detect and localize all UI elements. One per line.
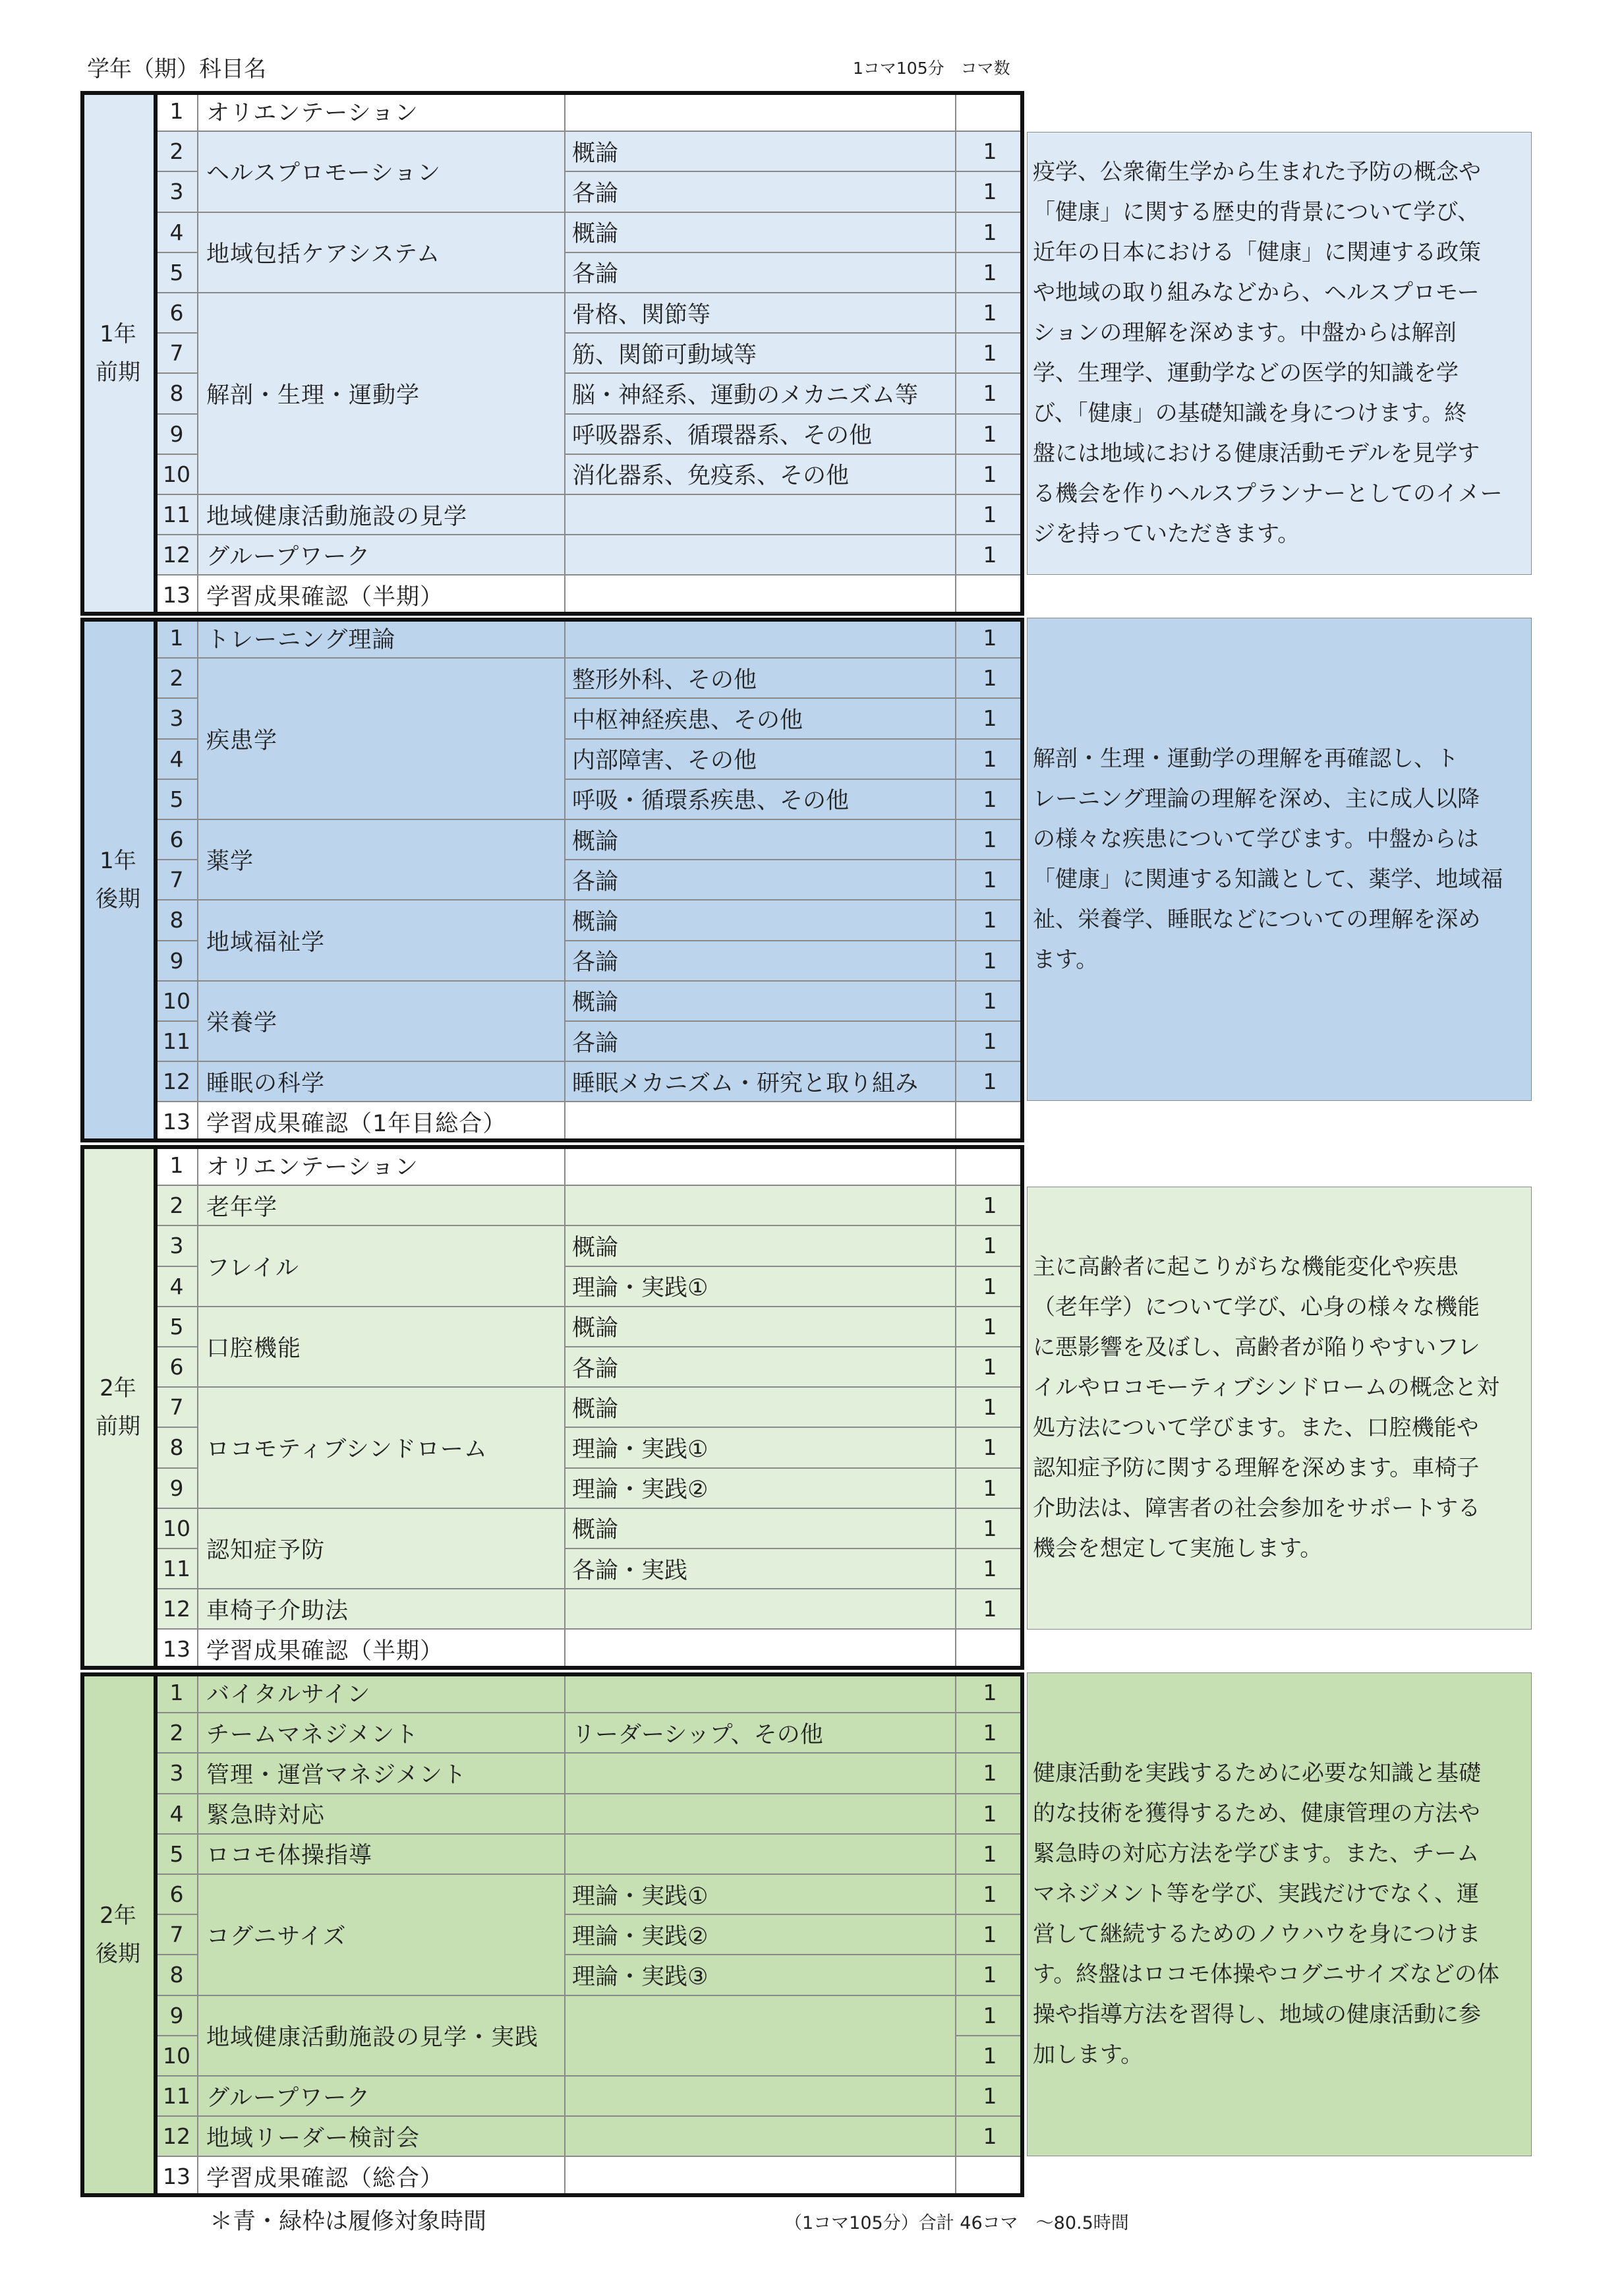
topic-detail: 睡眠メカニズム・研究と取り組み <box>565 1061 956 1102</box>
topic-detail: 理論・実践② <box>565 1468 956 1508</box>
row-number: 3 <box>156 171 198 212</box>
description-line: 疫学、公衆衛生学から生まれた予防の概念や <box>1033 159 1481 185</box>
koma-count: 1 <box>956 1834 1024 1874</box>
term-column-divider <box>154 91 158 616</box>
row-number: 4 <box>156 212 198 252</box>
topic-detail: 骨格、関節等 <box>565 293 956 333</box>
topic-detail: 理論・実践① <box>565 1266 956 1307</box>
row-number: 6 <box>156 819 198 860</box>
description-line: 主に高齢者に起こりがちな機能変化や疾患 <box>1033 1254 1459 1280</box>
subject-name: 学習成果確認（半期） <box>198 575 565 615</box>
description-line: ションの理解を深めます。中盤からは解剖 <box>1033 320 1457 346</box>
topic-detail <box>565 1672 956 1713</box>
topic-detail: 各論 <box>565 171 956 212</box>
description-line: 介助法は、障害者の社会参加をサポートする <box>1033 1495 1480 1521</box>
subject-name: 地域福祉学 <box>198 900 565 980</box>
subject-name: 栄養学 <box>198 981 565 1061</box>
koma-count: 1 <box>956 293 1024 333</box>
koma-count <box>956 575 1024 615</box>
topic-detail: 各論 <box>565 1347 956 1387</box>
subject-name: トレーニング理論 <box>198 618 565 658</box>
row-number: 8 <box>156 1427 198 1467</box>
description-line: 近年の日本における「健康」に関連する政策 <box>1033 239 1481 266</box>
description-line: レーニング理論の理解を深め、主に成人以降 <box>1033 785 1480 812</box>
description-line: 健康活動を実践するために必要な知識と基礎 <box>1033 1760 1481 1786</box>
description-line: ます。 <box>1033 946 1099 973</box>
koma-count: 1 <box>956 373 1024 413</box>
row-number: 7 <box>156 333 198 373</box>
subject-name: 地域健康活動施設の見学・実践 <box>198 1995 565 2076</box>
koma-count: 1 <box>956 941 1024 981</box>
koma-count <box>956 91 1024 131</box>
row-number: 4 <box>156 1794 198 1834</box>
subject-name: 老年学 <box>198 1185 565 1225</box>
term-column-divider <box>154 618 158 1142</box>
topic-detail <box>565 575 956 615</box>
koma-count: 1 <box>956 1427 1024 1467</box>
koma-count: 1 <box>956 171 1024 212</box>
row-number: 8 <box>156 373 198 413</box>
row-number: 11 <box>156 494 198 535</box>
row-number: 2 <box>156 131 198 171</box>
header-period-note: 1コマ105分 コマ数 <box>853 59 1010 78</box>
topic-detail <box>565 2156 956 2197</box>
subject-name: グループワーク <box>198 2076 565 2116</box>
row-number: 11 <box>156 2076 198 2116</box>
term-label: 1年 後期 <box>80 618 156 1142</box>
row-number: 10 <box>156 981 198 1021</box>
row-number: 13 <box>156 1102 198 1142</box>
koma-count: 1 <box>956 1753 1024 1793</box>
koma-count <box>956 1102 1024 1142</box>
row-number: 9 <box>156 1468 198 1508</box>
topic-detail: 理論・実践① <box>565 1874 956 1914</box>
koma-count: 1 <box>956 1672 1024 1713</box>
koma-count <box>956 1629 1024 1669</box>
subject-name: オリエンテーション <box>198 91 565 131</box>
koma-count: 1 <box>956 1874 1024 1914</box>
row-number: 6 <box>156 293 198 333</box>
topic-detail: 消化器系、免疫系、その他 <box>565 454 956 494</box>
description-line: 「健康」に関する歴史的背景について学び、 <box>1033 199 1480 225</box>
topic-detail: 各論 <box>565 941 956 981</box>
row-number: 1 <box>156 618 198 658</box>
topic-detail: 筋、関節可動域等 <box>565 333 956 373</box>
row-number: 4 <box>156 1266 198 1307</box>
koma-count: 1 <box>956 1347 1024 1387</box>
row-number: 7 <box>156 1914 198 1955</box>
koma-count: 1 <box>956 1955 1024 1995</box>
description-line: 学、生理学、運動学などの医学的知識を学 <box>1033 360 1459 386</box>
row-number: 10 <box>156 2036 198 2076</box>
row-number: 7 <box>156 1387 198 1427</box>
topic-detail: 理論・実践② <box>565 1914 956 1955</box>
description-line: 祉、栄養学、睡眠などについての理解を深め <box>1033 906 1481 933</box>
subject-name: グループワーク <box>198 535 565 575</box>
koma-count: 1 <box>956 252 1024 293</box>
subject-name: ロコモ体操指導 <box>198 1834 565 1874</box>
koma-count: 1 <box>956 618 1024 658</box>
topic-detail: 各論 <box>565 860 956 900</box>
koma-count: 1 <box>956 535 1024 575</box>
koma-count: 1 <box>956 1266 1024 1307</box>
subject-name: オリエンテーション <box>198 1145 565 1185</box>
row-number: 13 <box>156 575 198 615</box>
row-number: 2 <box>156 658 198 698</box>
description-text <box>1033 1754 1499 2075</box>
topic-detail <box>565 1629 956 1669</box>
koma-count: 1 <box>956 1995 1024 2036</box>
koma-count <box>956 1145 1024 1185</box>
subject-name: チームマネジメント <box>198 1713 565 1753</box>
header-subject-title: 学年（期）科目名 <box>87 56 266 82</box>
row-number: 5 <box>156 779 198 819</box>
koma-count: 1 <box>956 131 1024 171</box>
description-text <box>1033 739 1503 980</box>
subject-name: ロコモティブシンドローム <box>198 1387 565 1508</box>
row-number: 9 <box>156 941 198 981</box>
description-line: 認知症予防に関する理解を深めます。車椅子 <box>1033 1455 1480 1481</box>
description-line: に悪影響を及ぼし、高齢者が陥りやすいフレ <box>1033 1334 1480 1361</box>
topic-detail: 整形外科、その他 <box>565 658 956 698</box>
topic-detail: 概論 <box>565 1225 956 1266</box>
description-line: 加します。 <box>1033 2042 1144 2068</box>
row-number: 13 <box>156 1629 198 1669</box>
row-number: 6 <box>156 1874 198 1914</box>
topic-detail: 概論 <box>565 900 956 940</box>
row-number: 13 <box>156 2156 198 2197</box>
koma-count: 1 <box>956 1548 1024 1589</box>
topic-detail <box>565 618 956 658</box>
koma-count: 1 <box>956 900 1024 940</box>
row-number: 5 <box>156 1307 198 1347</box>
subject-name: 口腔機能 <box>198 1307 565 1387</box>
koma-count: 1 <box>956 1508 1024 1548</box>
row-number: 5 <box>156 1834 198 1874</box>
subject-name: 解剖・生理・運動学 <box>198 293 565 494</box>
topic-detail <box>565 1794 956 1834</box>
topic-detail <box>565 1102 956 1142</box>
topic-detail: 概論 <box>565 1307 956 1347</box>
row-number: 6 <box>156 1347 198 1387</box>
topic-detail: 呼吸器系、循環器系、その他 <box>565 414 956 454</box>
total-hours: （1コマ105分）合計 46コマ ～80.5時間 <box>784 2213 1129 2233</box>
description-text <box>1033 1247 1499 1569</box>
row-number: 12 <box>156 1061 198 1102</box>
row-number: 3 <box>156 698 198 738</box>
row-number: 12 <box>156 2116 198 2156</box>
topic-detail: 概論 <box>565 212 956 252</box>
subject-name: 認知症予防 <box>198 1508 565 1589</box>
subject-name: ヘルスプロモーション <box>198 131 565 212</box>
term-description <box>1027 1672 1532 2156</box>
koma-count: 1 <box>956 739 1024 779</box>
row-number: 12 <box>156 1589 198 1629</box>
row-number: 8 <box>156 900 198 940</box>
koma-count: 1 <box>956 1914 1024 1955</box>
description-line: マネジメント等を学び、実践だけでなく、運 <box>1033 1881 1479 1907</box>
topic-detail: 概論 <box>565 1508 956 1548</box>
row-number: 11 <box>156 1548 198 1589</box>
term-column-divider <box>154 1672 158 2197</box>
row-number: 11 <box>156 1021 198 1061</box>
description-line: や地域の取り組みなどから、ヘルスプロモー <box>1033 280 1480 306</box>
row-number: 12 <box>156 535 198 575</box>
description-line: る機会を作りヘルスプランナーとしてのイメー <box>1033 481 1503 507</box>
subject-name: 地域健康活動施設の見学 <box>198 494 565 535</box>
term-description <box>1027 132 1532 575</box>
row-number: 10 <box>156 1508 198 1548</box>
row-number: 8 <box>156 1955 198 1995</box>
row-number: 1 <box>156 1672 198 1713</box>
topic-detail <box>565 1185 956 1225</box>
description-line: 的な技術を獲得するため、健康管理の方法や <box>1033 1800 1480 1827</box>
term-label: 2年 後期 <box>80 1672 156 2197</box>
koma-count: 1 <box>956 1061 1024 1102</box>
row-number: 3 <box>156 1225 198 1266</box>
subject-name: 薬学 <box>198 819 565 900</box>
subject-name: 疾患学 <box>198 658 565 819</box>
koma-count: 1 <box>956 1021 1024 1061</box>
topic-detail: リーダーシップ、その他 <box>565 1713 956 1753</box>
subject-name: 地域リーダー検討会 <box>198 2116 565 2156</box>
subject-name: 学習成果確認（総合） <box>198 2156 565 2197</box>
term-label: 1年 前期 <box>80 91 156 616</box>
koma-count: 1 <box>956 2036 1024 2076</box>
description-line: 緊急時の対応方法を学びます。また、チーム <box>1033 1841 1480 1867</box>
row-number: 3 <box>156 1753 198 1793</box>
subject-name: バイタルサイン <box>198 1672 565 1713</box>
koma-count: 1 <box>956 454 1024 494</box>
row-number: 5 <box>156 252 198 293</box>
topic-detail: 理論・実践③ <box>565 1955 956 1995</box>
topic-detail: 概論 <box>565 819 956 860</box>
description-line: 操や指導方法を習得し、地域の健康活動に参 <box>1033 2001 1481 2028</box>
topic-detail <box>565 1995 956 2076</box>
topic-detail: 脳・神経系、運動のメカニズム等 <box>565 373 956 413</box>
koma-count: 1 <box>956 1713 1024 1753</box>
koma-count: 1 <box>956 981 1024 1021</box>
term-label: 2年 前期 <box>80 1145 156 1670</box>
topic-detail <box>565 91 956 131</box>
description-text <box>1033 152 1503 554</box>
topic-detail <box>565 1753 956 1793</box>
description-line: 解剖・生理・運動学の理解を再確認し、ト <box>1033 745 1459 772</box>
koma-count: 1 <box>956 1225 1024 1266</box>
topic-detail: 概論 <box>565 1387 956 1427</box>
description-line: 「健康」に関連する知識として、薬学、地域福 <box>1033 866 1503 893</box>
topic-detail: 理論・実践① <box>565 1427 956 1467</box>
koma-count: 1 <box>956 494 1024 535</box>
row-number: 1 <box>156 91 198 131</box>
subject-name: コグニサイズ <box>198 1874 565 1995</box>
subject-name: 車椅子介助法 <box>198 1589 565 1629</box>
topic-detail <box>565 2076 956 2116</box>
description-line: の様々な疾患について学びます。中盤からは <box>1033 825 1479 852</box>
topic-detail: 呼吸・循環系疾患、その他 <box>565 779 956 819</box>
row-number: 2 <box>156 1713 198 1753</box>
description-line: 営して継続するためのノウハウを身につけま <box>1033 1921 1481 1947</box>
description-line: び、「健康」の基礎知識を身につけます。終 <box>1033 400 1467 427</box>
topic-detail <box>565 1834 956 1874</box>
description-line: 処方法について学びます。また、口腔機能や <box>1033 1415 1479 1441</box>
koma-count: 1 <box>956 1589 1024 1629</box>
topic-detail: 概論 <box>565 131 956 171</box>
row-number: 7 <box>156 860 198 900</box>
subject-name: フレイル <box>198 1225 565 1306</box>
topic-detail <box>565 535 956 575</box>
koma-count: 1 <box>956 860 1024 900</box>
koma-count: 1 <box>956 2076 1024 2116</box>
term-description <box>1027 1187 1532 1630</box>
koma-count: 1 <box>956 1387 1024 1427</box>
description-line: 盤には地域における健康活動モデルを見学す <box>1033 440 1480 467</box>
topic-detail: 各論 <box>565 1021 956 1061</box>
koma-count: 1 <box>956 658 1024 698</box>
koma-count: 1 <box>956 819 1024 860</box>
topic-detail: 概論 <box>565 981 956 1021</box>
koma-count: 1 <box>956 1307 1024 1347</box>
subject-name: 管理・運営マネジメント <box>198 1753 565 1793</box>
topic-detail <box>565 2116 956 2156</box>
topic-detail <box>565 494 956 535</box>
koma-count: 1 <box>956 1185 1024 1225</box>
koma-count <box>956 2156 1024 2197</box>
subject-name: 学習成果確認（半期） <box>198 1629 565 1669</box>
subject-name: 緊急時対応 <box>198 1794 565 1834</box>
row-number: 1 <box>156 1145 198 1185</box>
koma-count: 1 <box>956 212 1024 252</box>
row-number: 9 <box>156 1995 198 2036</box>
topic-detail: 各論 <box>565 252 956 293</box>
description-line: （老年学）について学び、心身の様々な機能 <box>1033 1294 1480 1320</box>
subject-name: 学習成果確認（1年目総合） <box>198 1102 565 1142</box>
topic-detail <box>565 1589 956 1629</box>
description-line: 機会を想定して実施します。 <box>1033 1535 1323 1562</box>
koma-count: 1 <box>956 333 1024 373</box>
koma-count: 1 <box>956 414 1024 454</box>
row-number: 10 <box>156 454 198 494</box>
koma-count: 1 <box>956 779 1024 819</box>
koma-count: 1 <box>956 2116 1024 2156</box>
row-number: 2 <box>156 1185 198 1225</box>
row-number: 4 <box>156 739 198 779</box>
koma-count: 1 <box>956 698 1024 738</box>
term-column-divider <box>154 1145 158 1670</box>
description-line: ジを持っていただきます。 <box>1033 521 1300 547</box>
topic-detail: 各論・実践 <box>565 1548 956 1589</box>
subject-name: 睡眠の科学 <box>198 1061 565 1102</box>
footnote: ＊青・緑枠は履修対象時間 <box>210 2208 487 2235</box>
topic-detail: 中枢神経疾患、その他 <box>565 698 956 738</box>
row-number: 9 <box>156 414 198 454</box>
description-line: す。終盤はロコモ体操やコグニサイズなどの体 <box>1033 1961 1499 1988</box>
subject-name: 地域包括ケアシステム <box>198 212 565 293</box>
term-description <box>1027 618 1532 1101</box>
description-line: イルやロコモーティブシンドロームの概念と対 <box>1033 1374 1499 1401</box>
topic-detail <box>565 1145 956 1185</box>
topic-detail: 内部障害、その他 <box>565 739 956 779</box>
koma-count: 1 <box>956 1468 1024 1508</box>
koma-count: 1 <box>956 1794 1024 1834</box>
